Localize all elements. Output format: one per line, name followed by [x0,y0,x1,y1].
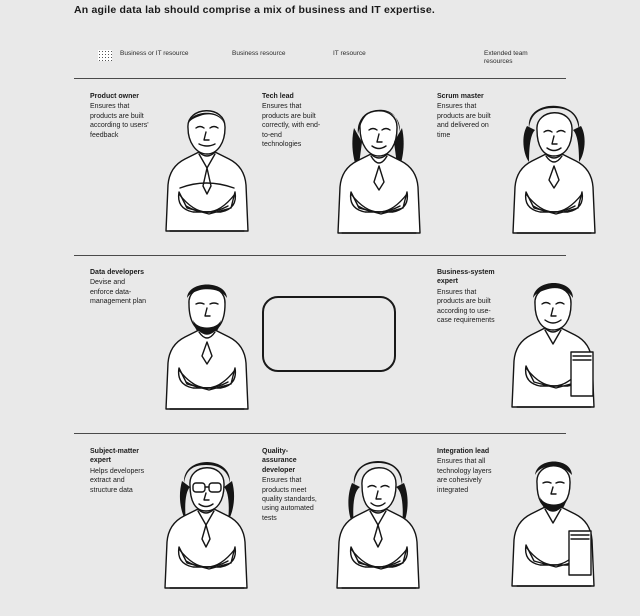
legend-item-business-or-it [120,50,190,58]
role-description: Ensures that products are built and delivered on time [437,103,491,139]
person-illustration-subject-matter-expert [152,443,262,603]
role-label [437,92,497,140]
role-description: Ensures that products are built according to users' feedback [90,103,149,139]
person-illustration-integration-lead [499,443,609,603]
legend-item-extended-team [484,50,554,66]
role-title: Data developers [90,269,145,276]
legend-label: IT resource [333,50,366,57]
role-description: Ensures that all technology layers are cohesively integrated [437,458,492,494]
divider-lower [74,433,566,434]
role-title: Integration lead [437,448,490,455]
divider-middle [74,255,566,256]
role-title: Product owner [90,93,140,100]
role-label [437,268,497,325]
person-illustration-tech-lead [324,88,434,248]
divider-top [74,78,566,79]
role-label [262,447,322,523]
role-description: Devise and enforce data-management plan [90,279,147,306]
role-label [437,447,497,495]
role-title: Scrum master [437,93,484,100]
legend-label: Business resource [232,50,286,57]
blank-placeholder-frame [262,296,396,372]
legend [0,50,640,76]
role-label [90,92,150,140]
role-label [90,447,150,495]
role-description: Ensures that products are built according to use-case requirements [437,288,495,325]
role-label [262,92,322,149]
legend-item-business [232,50,302,58]
page-title: An agile data lab should comprise a mix of business and IT expertise. [74,4,435,16]
legend-label: Extended team resources [484,50,528,65]
role-description: Helps developers extract and structure data [90,467,145,494]
legend-label: Business or IT resource [120,50,189,57]
legend-swatch-dots-icon [98,50,112,61]
role-label [90,268,150,307]
person-illustration-business-system-expert [499,264,609,424]
role-title: Quality-assurance developer [262,448,297,474]
role-title: Subject-matter expert [90,448,140,465]
legend-item-it [333,50,403,58]
person-illustration-quality-assurance-developer [324,443,434,603]
person-illustration-product-owner [152,88,262,248]
role-title: Business-system expert [437,269,495,286]
role-description: Ensures that products meet quality standards, using automated tests [262,477,317,522]
person-illustration-data-developers [152,264,262,424]
role-title: Tech lead [262,93,294,100]
role-description: Ensures that products are built correctly, with end-to-end technologies [262,103,321,149]
person-illustration-scrum-master [499,88,609,248]
